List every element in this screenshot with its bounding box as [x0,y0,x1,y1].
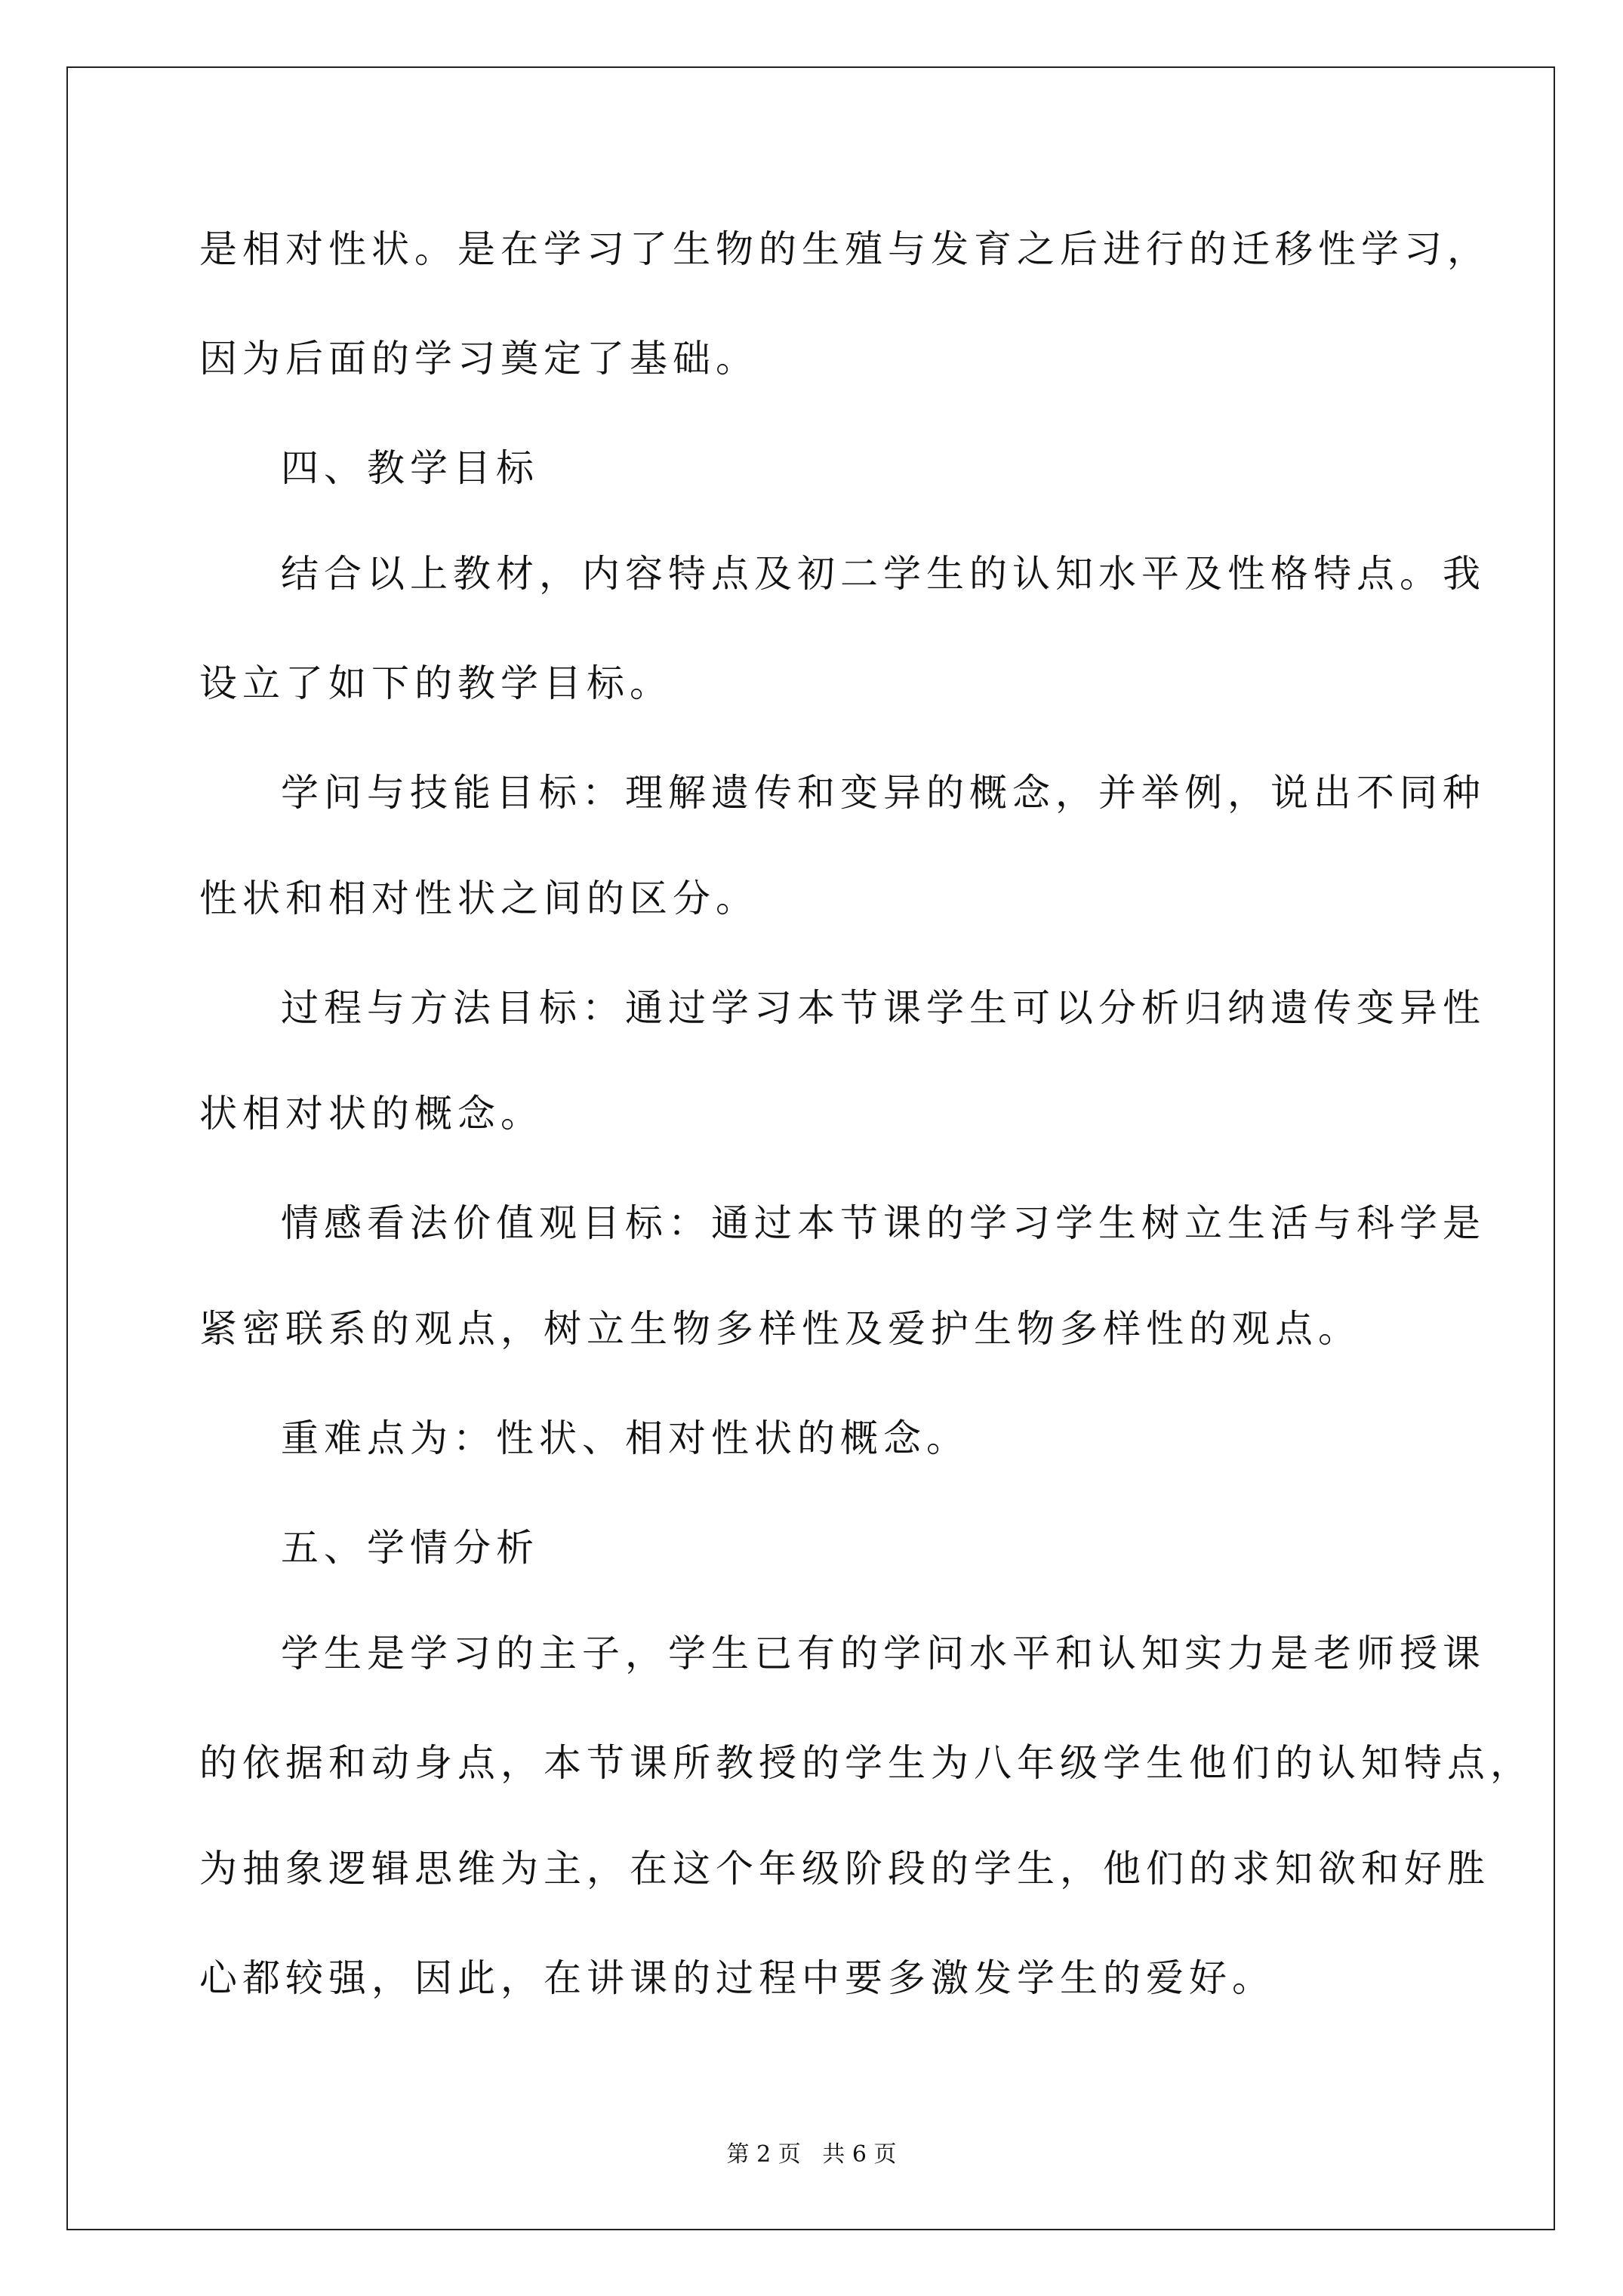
page-border [66,66,1555,2230]
text-line: 为抽象逻辑思维为主，在这个年级阶段的学生，他们的求知欲和好胜 [199,1847,1490,1891]
text-line: 情感看法价值观目标：通过本节课的学习学生树立生活与科学是 [281,1201,1486,1245]
text-line: 设立了如下的教学目标。 [199,661,673,705]
text-line: 因为后面的学习奠定了基础。 [199,337,759,381]
text-line: 是相对性状。是在学习了生物的生殖与发育之后进行的迁移性学习， [199,227,1490,271]
text-line: 的依据和动身点，本节课所教授的学生为八年级学生他们的认知特点， [199,1741,1533,1785]
text-line: 学问与技能目标：理解遗传和变异的概念，并举例，说出不同种 [281,771,1486,815]
section-heading: 五、学情分析 [281,1526,539,1570]
text-line: 紧密联系的观点，树立生物多样性及爱护生物多样性的观点。 [199,1307,1361,1351]
text-line: 心都较强，因此，在讲课的过程中要多激发学生的爱好。 [199,1956,1275,2000]
section-heading: 四、教学目标 [281,446,539,490]
text-line: 结合以上教材，内容特点及初二学生的认知水平及性格特点。我 [281,552,1486,596]
page-number-footer: 第 2 页 共 6 页 [726,2141,897,2168]
text-line: 学生是学习的主子，学生已有的学问水平和认知实力是老师授课 [281,1632,1486,1675]
text-line: 过程与方法目标：通过学习本节课学生可以分析归纳遗传变异性 [281,986,1486,1030]
text-line: 性状和相对性状之间的区分。 [199,877,759,920]
text-line: 重难点为：性状、相对性状的概念。 [281,1416,969,1460]
text-line: 状相对状的概念。 [199,1092,544,1136]
